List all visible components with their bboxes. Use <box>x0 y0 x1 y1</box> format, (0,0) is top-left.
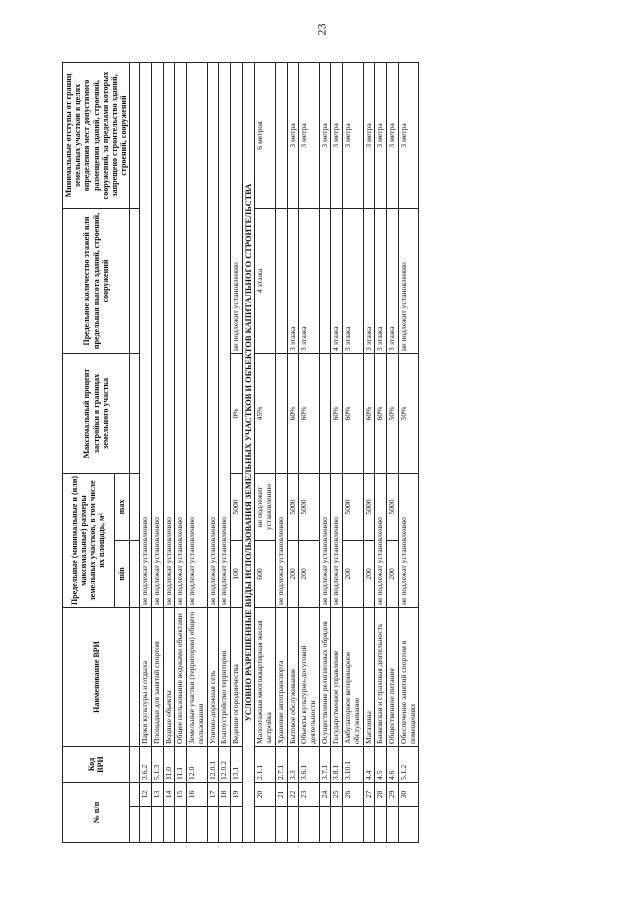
header-code: Код ВРИ <box>63 746 130 782</box>
header-name: Наименование ВРИ <box>63 607 130 746</box>
section-row <box>242 62 255 842</box>
header-num: № п/п <box>63 782 130 842</box>
header-percent: Максимальный процент застройки в границах земельного участка <box>63 353 130 473</box>
header-setback: Минимальные отступы от границ земельных участков в целях определения мест допустимого размещения зданий, строений, сооружений, за пределами которых запрещено строительство зданий, строений, сооружений <box>63 62 130 208</box>
rotated-page <box>62 63 592 843</box>
table-row: 29 4.6 Общественное питание 200 5000 50% 3 этажа 3 метра <box>387 62 399 842</box>
table-row: 21 2.7.1 Хранение автотранспорта не подлежат установлению <box>275 62 287 842</box>
table-row: 28 4.5 Банковская и страховая деятельность не подлежат установлению 60% 3 этажа 3 метра <box>375 62 387 842</box>
table-row: 22 3.3 Бытовое обслуживание 200 5000 60% 3 этажа 3 метра <box>287 62 299 842</box>
header-max: max <box>114 473 130 540</box>
table-row: 14 11.0 Водные объекты не подлежат установлению <box>163 62 175 842</box>
header-min: min <box>114 540 130 607</box>
table-row: 26 3.10.1 Амбулаторное ветеринарное обслуживание 200 5000 60% 3 этажа 3 метра <box>343 62 363 842</box>
header-floors: Предельное количество этажей или предельная высота зданий, строений, сооружений <box>63 208 130 353</box>
table-row: 24 3.7.1 Осуществление религиозных обрядов не подлежат установлению 3 метра <box>319 62 331 842</box>
table-row: 30 5.1.2 Обеспечение занятий спортом в помещениях не подлежат установлению 50% не подлежит установлению 3 метра <box>398 62 418 842</box>
table-row: 17 12.0.1 Улично-дорожная сеть не подлежат установлению <box>207 62 219 842</box>
header-sizes: Предельные (минимальные и (или) максимальные) размеры земельных участков, в том числе их площадь, м² <box>63 473 115 607</box>
table-row: 15 11.1 Общее пользование водными объектами не подлежат установлению <box>175 62 187 842</box>
table-row: 19 13.1 Ведение огородничества 100 5000 0% не подлежит установлению <box>231 62 243 842</box>
table-row: 16 12.0 Земельные участки (территории) общего пользования не подлежат установлению <box>187 62 207 842</box>
table-row: 13 5.1.3 Площадки для занятий спортом не подлежат установлению <box>152 62 164 842</box>
regulations-table <box>62 62 419 843</box>
table-row: 27 4.4 Магазины 200 5000 60% 3 этажа 3 метра <box>363 62 375 842</box>
table-row: 20 2.1.1 Малоэтажная многоквартирная жилая застройка 600 не подлежит установлению 45% 4 этажа 6 метров <box>255 62 275 842</box>
table-row: 18 12.0.2 Благоустройство территории не подлежат установлению <box>219 62 231 842</box>
page-number: 23 <box>314 23 329 36</box>
table-row: 23 3.6.1 Объекты культурно-досуговой деятельности 200 5000 60% 3 этажа 3 метра <box>299 62 319 842</box>
section-title: УСЛОВНО РАЗРЕШЕННЫЕ ВИДЫ ИСПОЛЬЗОВАНИЯ ЗЕМЕЛЬНЫХ УЧАСТКОВ И ОБЪЕКТОВ КАПИТАЛЬНОГО СТРОИТЕЛЬСТВА <box>242 62 255 842</box>
header-row <box>63 62 115 842</box>
header-spacer-row <box>130 62 140 842</box>
table-row: 25 3.8.1 Государственное управление не подлежат установлению 60% 4 этажа 3 метра <box>331 62 343 842</box>
table-row: 12 3.6.2 Парки культуры и отдыха не подлежат установлению <box>140 62 152 842</box>
